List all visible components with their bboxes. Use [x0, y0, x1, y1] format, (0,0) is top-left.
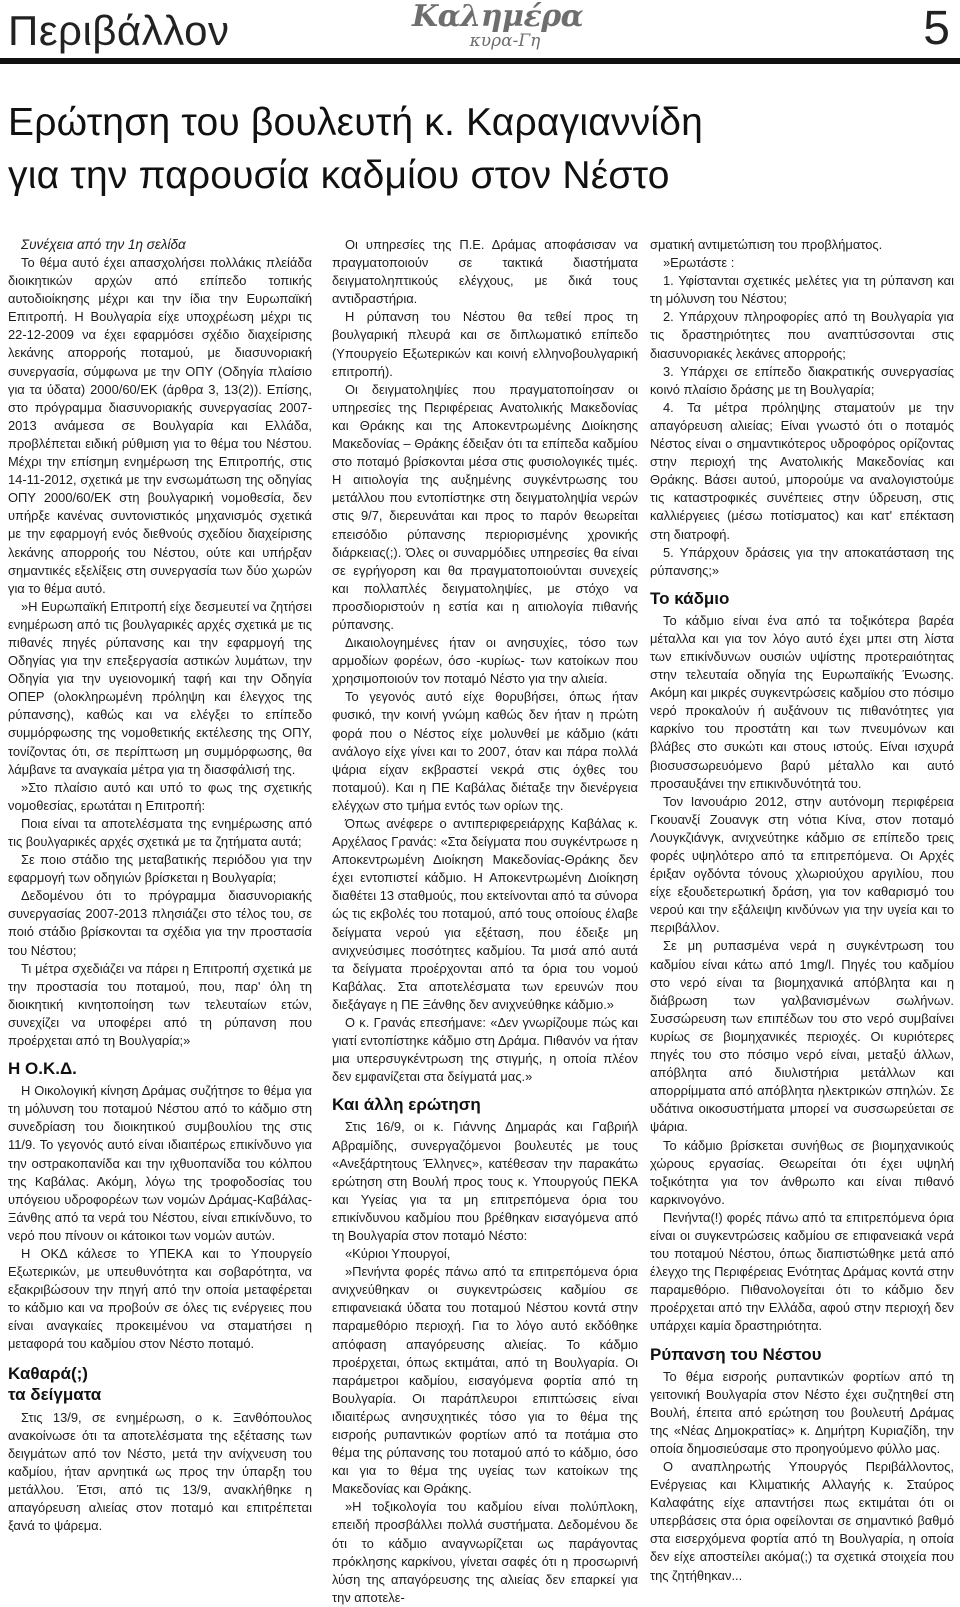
paragraph: »Ερωτάστε :: [663, 255, 735, 271]
subheading-clean-samples: [8, 1363, 312, 1405]
paragraph: 5. Υπάρχουν δράσεις για την αποκατάσταση της ρύπανσης;»: [650, 544, 954, 578]
subheading-okd: Η Ο.Κ.Δ.: [8, 1059, 77, 1079]
paragraph: 2. Υπάρχουν πληροφορίες από τη Βουλγαρία για τις δραστηριότητες που αναπτύσσονται στις διασυνοριακές λεκάνες απορροής;: [650, 309, 954, 361]
paragraph: Στις 16/9, οι κ. Γιάννης Δημαράς και Γαβριήλ Αβραμίδης, συνεργαζόμενοι βουλευτές με τους «Ανεξάρτητους Έλληνες», κατέθεσαν την παρακάτω ερώτηση στη Βουλή προς τους κ. Υπουργούς ΠΕΚΑ και Υγείας για τα μη επιτρεπόμενα όρια του επικίνδυνου καδμίου που βρέθηκαν εισαγόμενα από τη Βουλγαρία στον ποταμό Νέστο:: [332, 1119, 638, 1243]
continued-kicker: Συνέχεια από την 1η σελίδα: [21, 237, 186, 252]
paragraph: Το κάδμιο είναι ένα από τα τοξικότερα βαρέα μέταλλα και για τον λόγο αυτό έχει μπει στη λίστα των επικίνδυνων ουσιών υψίστης προτεραιότητας στην τελευταία οδηγία της Ευρωπαϊκής Ένωσης. Ακόμη και μικρές συγκεντρώσεις καδμίου στο πόσιμο νερό προκαλούν ή αυξάνουν τις πιθανότητες για καρκίνο του προστάτη και των πνευμόνων και βλάβες στο συκώτι και στους ιστούς. Είναι ισχυρά βιοσυσσωρευόμενο βαρύ μέταλλο και αυτό προσαυξάνει την επικινδυνότητά του.: [650, 612, 954, 791]
paragraph: »Η Ευρωπαϊκή Επιτροπή είχε δεσμευτεί να ζητήσει ενημέρωση από τις βουλγαρικές αρχές σχετικά με τις πιθανές πηγές ρύπανσης και την εφαρμογή της Οδηγίας για την επεξεργασία αστικών λυμάτων, την Οδηγία για την υγειονομική ταφή και την Οδηγία ΟΠΕΡ (ολοκληρωμένη πρόληψη και έλεγχος της ρύπανσης), καθώς και να ελέγξει το επίπεδο συμμόρφωσης της νομοθετικής εκτέλεσης της ΟΠΥ, τονίζοντας ότι, σε περίπτωση μη συμμόρφωσης, θα λάμβανε τα αναγκαία μέτρα για τη διασφάλισή της.: [8, 598, 312, 777]
paragraph: Η ΟΚΔ κάλεσε το ΥΠΕΚΑ και το Υπουργείο Εξωτερικών, με υπευθυνότητα και σοβαρότητα, να εξακριβώσουν την πηγή από την οποία μεταφέρεται το κάδμιο και να προβούν σε όλες τις ενέργειες που είναι αναγκαίες προκειμένου να σταματήσει η μεταφορά του καδμίου στον Νέστο ποταμό.: [8, 1245, 312, 1352]
headline-line-1: Ερώτηση του βουλευτή κ. Καραγιαννίδη: [8, 101, 704, 144]
subheading-nestos-pollution: Ρύπανση του Νέστου: [650, 1344, 822, 1364]
paragraph: »Πενήντα φορές πάνω από τα επιτρεπόμενα όρια ανιχνεύθηκαν οι συγκεντρώσεις καδμίου σε επιφανειακά ύδατα του ποταμού Νέστου κοντά στην παραμεθόριο περιοχή. Για το λόγο αυτό εκδόθηκε απόφαση απαγόρευσης αλιείας. Το κάδμιο προέρχεται, όπως εκτιμάται, από τη Βουλγαρία. Οι παράμετροι καδμίου, εισαγόμενα φορτία από τη Βουλγαρία. Οι παράπλευροι επιπτώσεις είναι ιδιαιτέρως ανησυχητικές τόσο για το θέμα της εισροής ρυπαντικών φορτίων από τα ποτάμια στο θέμα της ρύπανσης του ποταμού από το κάδμιο, όσο και για το θέμα της υγείας των κατοίκων της Μακεδονίας και Θράκης.: [332, 1264, 638, 1497]
paragraph: Πενήντα(!) φορές πάνω από τα επιτρεπόμενα όρια είναι οι συγκεντρώσεις καδμίου σε επιφανειακά νερά του ποταμού Νέστου, όπως διαπιστώθηκε μετά από έλεγχο της Περιφέρειας Ενότητας Δράμας κοντά στην παραμεθόριο. Πιθανολογείται ότι το κάδμιο δεν προέρχεται από την Ελλάδα, αφού στην περιοχή δεν υπάρχει καμία δραστηριότητα.: [650, 1209, 954, 1334]
paragraph: «Κύριοι Υπουργοί,: [345, 1246, 451, 1262]
paragraph: Οι υπηρεσίες της Π.Ε. Δράμας αποφάσισαν να πραγματοποιούν σε τακτικά διαστήματα δειγματοληπτικούς ελέγχους, με δικά τους αντιδραστήρια.: [332, 237, 638, 307]
headline-line-2: για την παρουσία καδμίου στον Νέστο: [8, 154, 670, 197]
paragraph: Στις 13/9, σε ενημέρωση, ο κ. Ξανθόπουλος ανακοίνωσε ότι τα αποτελέσματα της εξέτασης των δειγμάτων από τον Νέστο, μετά την ανίχνευση του καδμίου, ήταν αρνητικά ως προς την ύπαρξη του μετάλλου. Έτσι, από τις 13/9, ανακλήθηκε η απαγόρευση αλιείας στον ποταμό και επιτρέπεται ξανά το ψάρεμα.: [8, 1409, 312, 1534]
paragraph: 1. Υφίστανται σχετικές μελέτες για τη ρύπανση και τη μόλυνση του Νέστου;: [650, 273, 954, 307]
masthead: [0, 0, 960, 70]
article-headline: [8, 96, 953, 202]
paragraph: Το θέμα αυτό έχει απασχολήσει πολλάκις πλείάδα διοικητικών αρχών από επίπεδο τοπικής αυτοδιοίκησης μέχρι και την ίδια την Ευρωπαϊκή Επιτροπή. Η Βουλγαρία είχε υποχρέωση μέχρι τις 22-12-2009 να έχει εφαρμόσει σχέδιο διαχείρισης λεκάνης απορροής ποταμού, με διασυνοριακή συνεργασία, σύμφωνα με την ΟΠΥ (Οδηγία πλαίσιο για τα ύδατα) 2000/60/ΕΚ (άρθρα 3, 13(2)). Επίσης, στο πρόγραμμα διασυνοριακής συνεργασίας 2007-2013 ανάμεσα σε Βουλγαρία και Ελλάδα, προβλέπεται ειδική ρύθμιση για το θέμα του Νέστου. Μέχρι την επίσημη ενημέρωση της Επιτροπής, στις 14-11-2012, σχετικά με την ενσωμάτωση της οδηγίας ΟΠΥ 2000/60/ΕΚ στη βουλγαρική νομοθεσία, δεν υπήρξε κανένας συντονιστικός μηχανισμός σχετικά με την εφαρμογή ενός διεθνούς σχεδίου διαχείρισης λεκάνης απορροής του Νέστου, ούτε και υπήρξαν σημαντικές εξελίξεις στη συνεργασία των δύο χωρών για το θέμα αυτό.: [8, 255, 312, 596]
paragraph: Όπως ανέφερε ο αντιπεριφερειάρχης Καβάλας κ. Αρχέλαος Γρανάς: «Στα δείγματα που συγκέντρωσε η Αποκεντρωμένη Διοίκηση Μακεδονίας-Θράκης δεν έχει εντοπιστεί κάδμιο. Η Αποκεντρωμένη Διοίκηση διαθέτει 13 σταθμούς, που εκτείνονται από τα σύνορα ώς τις εκβολές του ποταμού, από τους οποίους έλαβε δείγματα νερού για εξέταση, που έδειξε μη ανιχνεύσιμες ποσότητες καδμίου. Τα μισά από αυτά τα δείγματα προέρχονται από τα όρια του νομού Καβάλας. Στα αποτελέσματα των ερευνών που διεξάγαγε η ΠΕ Ξάνθης δεν ανιχνεύθηκε κάδμιο.»: [332, 816, 638, 1012]
column-2: [332, 236, 638, 1607]
section-title: Περιβάλλον: [8, 7, 230, 54]
subheading-cadmium: Το κάδμιο: [650, 588, 730, 608]
paragraph: »Η τοξικολογία του καδμίου είναι πολύπλοκη, επειδή προσβάλλει πολλά συστήματα. Δεδομένου δε ότι το κάδμιο αναγνωρίζεται ως παράγοντας πρόκλησης καρκίνου, γίνεται σαφές ότι η προσωρινή λύση της απαγόρευσης της αλιείας δεν επαρκεί για την αποτελε-: [332, 1499, 638, 1605]
paragraph: Το γεγονός αυτό είχε θορυβήσει, όπως ήταν φυσικό, την κοινή γνώμη καθώς δεν ήταν η πρώτη φορά που ο Νέστος είχε μολυνθεί με κάδμιο (κάτι ανάλογο είχε γίνει και το 2007, όταν και πάρα πολλά ψάρια είχαν εκβραστεί νεκρά στις όχθες του ποταμού). Και η ΠΕ Καβάλας διέταξε την διενέργεια ελέγχων στο τμήμα εντός των ορίων της.: [332, 689, 638, 813]
column-1: [8, 236, 312, 1535]
paragraph: Ο αναπληρωτής Υπουργός Περιβάλλοντος, Ενέργειας και Κλιματικής Αλλαγής κ. Σταύρος Καλαφάτης είχε απαντήσει πως εκτιμάται ότι οι υπερβάσεις στα όρια οφείλονται σε σημαντικό βαθμό στα εισερχόμενα φορτία από τη Βουλγαρία, η οποία δεν είχε αποστείλει ακόμα(;) τα σχετικά στοιχεία που της ζητήθηκαν...: [650, 1459, 954, 1583]
paragraph: Η ρύπανση του Νέστου θα τεθεί προς τη βουλγαρική πλευρά και σε διπλωματικό επίπεδο (Υπουργείο Εξωτερικών και κοινή ελληνοβουλγαρική επιτροπή).: [332, 309, 638, 379]
paragraph: Τον Ιανουάριο 2012, στην αυτόνομη περιφέρεια Γκουανξί Ζουανγκ στη νότια Κίνα, στον ποταμό Λουγκζιάνγκ, ανιχνεύτηκε κάδμιο σε επίπεδο τρεις φορές υψηλότερο από τα επιτρεπόμενα. Οι Αρχές έριξαν ογδόντα τόνους χλωριούχου αργιλίου, που είχε εξουδετερωτική δράση, για τον καθαρισμό του νερού και την εξάλειψη κινδύνων για την υγεία και το περιβάλλον.: [650, 793, 954, 936]
paragraph: 4. Τα μέτρα πρόληψης σταματούν με την απαγόρευση αλιείας; Είναι γνωστό ότι ο ποταμός Νέστος είναι ο σημαντικότερος υδροφόρος ορίζοντας στην περιοχή της Ανατολικής Μακεδονίας και Θράκης. Βάσει αυτού, μπορούμε να αναλογιστούμε τις καταστροφικές συνέπειες στην ύδρευση, στις καλλιέργειες (μέσω ποτίσματος) και κατ' επέκταση στη διατροφή.: [650, 399, 954, 542]
paragraph: 3. Υπάρχει σε επίπεδο διακρατικής συνεργασίας κοινό πλαίσιο δράσης με τη Βουλγαρία;: [650, 363, 954, 397]
paragraph: Οι δειγματοληψίες που πραγματοποίησαν οι υπηρεσίες της Περιφέρειας Ανατολικής Μακεδονίας και Θράκης και της Αποκεντρωμένης Διοίκησης Μακεδονίας – Θράκης έδειξαν ότι τα επίπεδα καδμίου στο ποταμό βρίσκονται μέσα στις φυσιολογικές τιμές. Η αιτιολογία της αυξημένης συγκέντρωσης του μετάλλου που εντοπίστηκε στη δειγματοληψία νερών στις 9/7, διερευνάται και προς το παρόν θεωρείται επεισόδιο ρύπανσης περιορισμένης χρονικής διάρκειας(;). Όλες οι συναρμόδιες υπηρεσίες θα είναι σε εγρήγορση και θα πραγματοποιούνται συνεχείς και πολλαπλές δειγματοληψίες, με στόχο να προσδιοριστούν η εστία και η αιτιολογία πιθανής ρύπανσης.: [332, 381, 638, 632]
paragraph: Σε μη ρυπασμένα νερά η συγκέντρωση του καδμίου είναι κάτω από 1mg/l. Πηγές του καδμίου στο νερό είναι τα βιομηχανικά απόβλητα και η διάβρωση των γαλβανισμένων σωλήνων. Συσσώρευση των επιπέδων του στο νερό συμβαίνει κυρίως σε βιομηχανικές περιοχές. Οι κυριότερες πηγές του στο πόσιμο νερό είναι, μεταξύ άλλων, απόβλητα από διυλιστήρια μετάλλων και απορρίμματα από απόβλητα ηλεκτρικών σπηλών. Σε υδάτινα οικοσυστήματα μπορεί να συσσωρεύεται σε ψάρια.: [650, 938, 954, 1135]
paper-logo-line2: κυρα-Γη: [469, 31, 541, 51]
paragraph: Δικαιολογημένες ήταν οι ανησυχίες, τόσο των αρμοδίων φορέων, όσο -κυρίως- των κατοίκων που χρησιμοποιούν τον ποταμό Νέστο για την αλιεία.: [332, 635, 638, 687]
subheading-another-question: Και άλλη ερώτηση: [332, 1095, 481, 1115]
page-number: 5: [923, 2, 950, 55]
paragraph: σματική αντιμετώπιση του προβλήματος.: [650, 237, 883, 252]
subheading-line-2: τα δείγματα: [8, 1384, 102, 1404]
masthead-rule: [0, 58, 960, 64]
paragraph: Ποια είναι τα αποτελέσματα της ενημέρωσης από τις βουλγαρικές αρχές σχετικά με τα ζητήματα αυτά;: [8, 815, 312, 849]
paper-logo-line1: Καλημέρα: [412, 0, 584, 34]
paragraph: Δεδομένου ότι το πρόγραμμα διασυνοριακής συνεργασίας 2007-2013 πλησιάζει στο τέλος του, σε ποιό στάδιο βρίσκονται τα σχέδια για την προστασία του Νέστου;: [8, 888, 312, 958]
subheading-line-1: Καθαρά(;): [8, 1363, 88, 1383]
paper-logo: [412, 0, 584, 58]
paragraph: Σε ποιο στάδιο της μεταβατικής περιόδου για την εφαρμογή των οδηγιών βρίσκεται η Βουλγαρία;: [8, 852, 312, 886]
column-3: [650, 236, 954, 1585]
paragraph: Το κάδμιο βρίσκεται συνήθως σε βιομηχανικούς χώρους εργασίας. Θεωρείται ότι έχει υψηλή τοξικότητα για τον άνθρωπο και είναι πιθανό καρκινογόνο.: [650, 1137, 954, 1207]
paragraph: Ο κ. Γρανάς επεσήμανε: «Δεν γνωρίζουμε πώς και γιατί εντοπίστηκε κάδμιο στη Δράμα. Πιθανόν να ήταν μια υπερσυγκέντρωση της στιγμής, η οποία πλέον δεν εμφανίζεται στα δείγματά μας.»: [332, 1015, 638, 1085]
paragraph: »Στο πλαίσιο αυτό και υπό το φως της σχετικής νομοθεσίας, ερωτάται η Επιτροπή:: [8, 779, 312, 813]
paragraph: Η Οικολογική κίνηση Δράμας συζήτησε το θέμα για τη μόλυνση του ποταμού Νέστου από το κάδμιο στη συνεδρίαση του διοικητικού συμβουλίου της στις 11/9. Το γεγονός αυτό είναι ιδιαιτέρως επικίνδυνο για την οστρακοπανίδα και την ιχθυοπανίδα του κόλπου της Καβάλας. Ακόμη, λόγω της τροφοδοσίας του υπόγειου υδροφορέων των νομών Δράμας-Καβάλας-Ξάνθης από τα νερά του Νέστου, είναι επικίνδυνο, το νερό που πίνουν οι κάτοικοι των νομών αυτών.: [8, 1083, 312, 1243]
paragraph: Τι μέτρα σχεδιάζει να πάρει η Επιτροπή σχετικά με την προστασία του ποταμού, που, παρ' όλη τη διοικητική κινητοποίηση των τελευταίων ετών, συνεχίζει να υποφέρει από τη ρύπανση που προέρχεται από τη Βουλγαρία;»: [8, 960, 312, 1049]
paragraph: Το θέμα εισροής ρυπαντικών φορτίων από τη γειτονική Βουλγαρία στον Νέστο έχει συζητηθεί στη Βουλή, έπειτα από ερώτηση του βουλευτή Δράμας της «Νέας Δημοκρατίας» κ. Δημήτρη Κυριαζίδη, την οποία δημοσιεύσαμε στο προηγούμενο φύλλο μας.: [650, 1368, 954, 1456]
